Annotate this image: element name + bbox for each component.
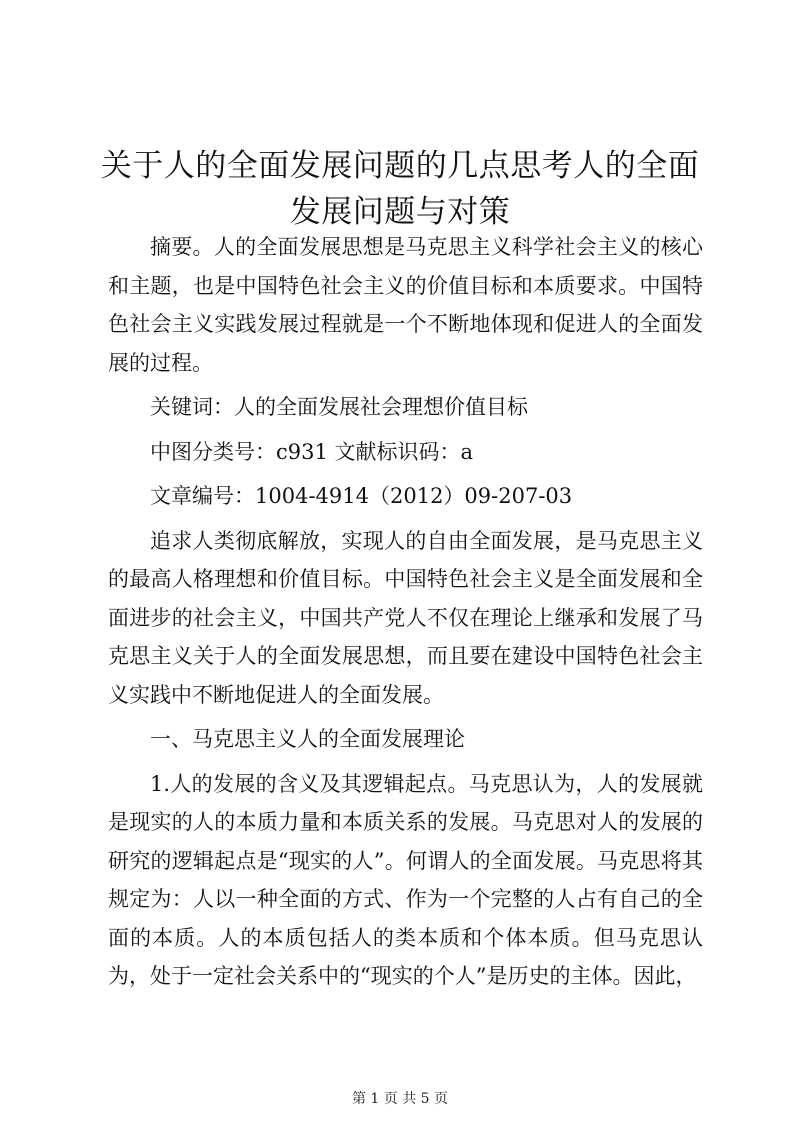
abstract-paragraph: 摘要。人的全面发展思想是马克思主义科学社会主义的核心和主题，也是中国特色社会主义的价值目标和本质要求。中国特色社会主义实践发展过程就是一个不断地体现和促进人的全面发展的过程。 [108,235,703,375]
document-title: 关于人的全面发展问题的几点思考人的全面发展问题与对策 [100,148,700,230]
classification-line: 中图分类号：c931 文献标识码：a [150,439,474,464]
article-number-line: 文章编号：1004-4914（2012）09-207-03 [150,484,573,508]
intro-paragraph: 追求人类彻底解放，实现人的自由全面发展，是马克思主义的最高人格理想和价值目标。中国特色社会主义是全面发展和全面进步的社会主义，中国共产党人不仅在理论上继承和发展了马克思主义关于人的全面发展思想，而且要在建设中国特色社会主义实践中不断地促进人的全面发展。 [108,528,703,707]
body-paragraph: 1.人的发展的含义及其逻辑起点。马克思认为，人的发展就是现实的人的本质力量和本质关系的发展。马克思对人的发展的研究的逻辑起点是“现实的人”。何谓人的全面发展。马克思将其规定为：人以一种全面的方式、作为一个完整的人占有自己的全面的本质。人的本质包括人的类本质和个体本质。但马克思认为，处于一定社会关系中的“现实的个人”是历史的主体。因此， [108,771,703,988]
section-heading: 一、马克思主义人的全面发展理论 [150,727,465,751]
page-footer: 第 1 页 共 5 页 [351,1091,449,1107]
document-body [108,228,703,1002]
keywords-line: 关键词：人的全面发展社会理想价值目标 [150,395,528,419]
